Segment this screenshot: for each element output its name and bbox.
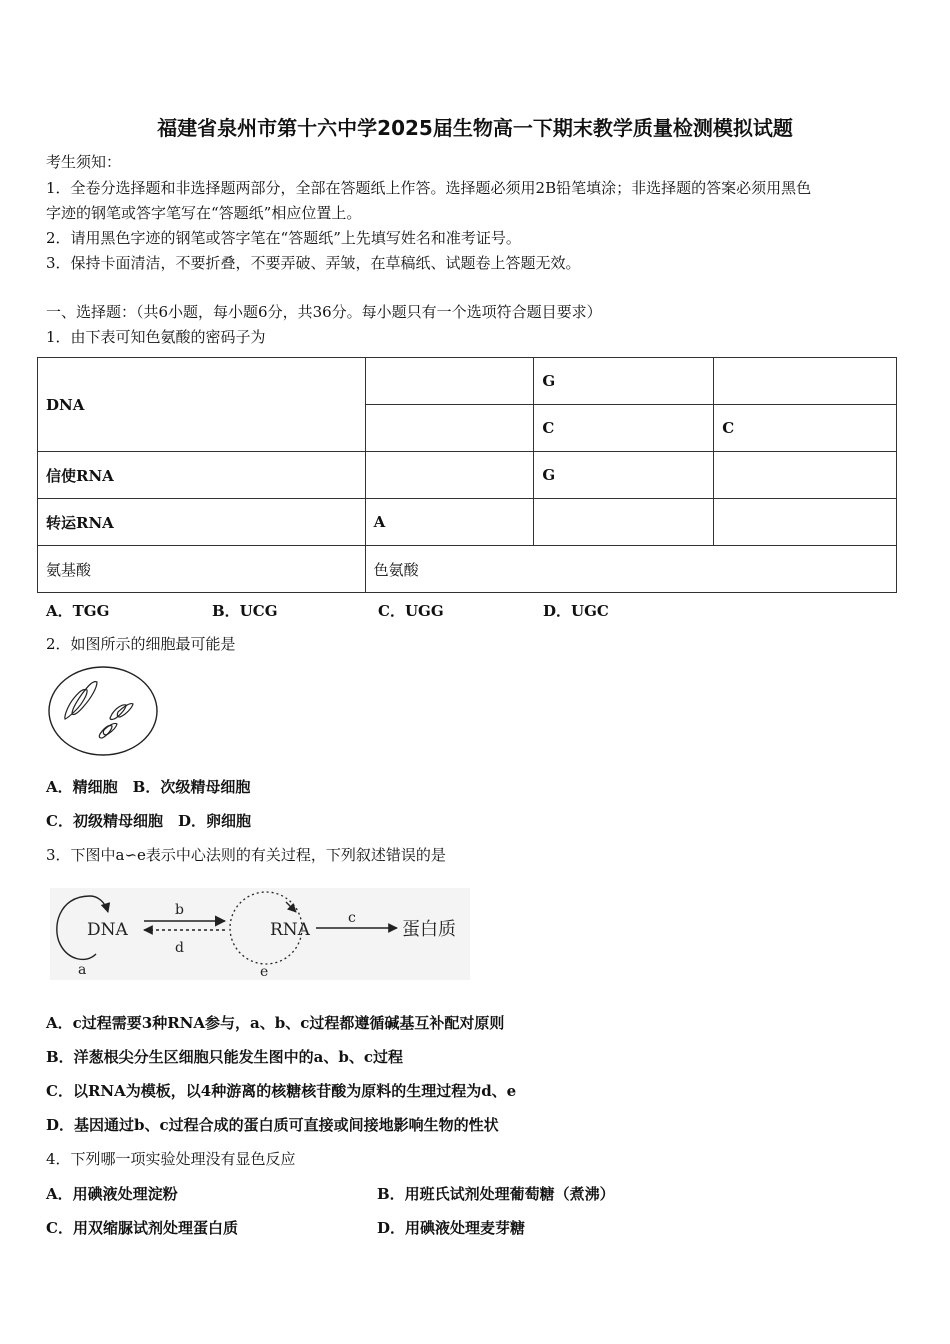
dna-label: DNA <box>38 358 366 452</box>
notice-heading: 考生须知： <box>46 153 122 171</box>
q3-option-c[interactable]: C．以RNA为模板，以4种游离的核糖核苷酸为原料的生理过程为d、e <box>46 1082 517 1100</box>
notice-item-1-line-2: 字迹的钢笔或答字笔写在“答题纸”相应位置上。 <box>46 204 362 222</box>
label-c: c <box>348 910 356 926</box>
notice-item-1-line-1: 1．全卷分选择题和非选择题两部分，全部在答题纸上作答。选择题必须用2B铅笔填涂；非选择题的答案必须用黑色 <box>46 179 812 197</box>
amino-acid-value: 色氨酸 <box>365 546 896 593</box>
mrna-c2 <box>365 452 534 499</box>
cell-membrane <box>49 667 157 755</box>
chromosome-small-top <box>110 704 133 720</box>
dna-r2-c2 <box>365 405 534 452</box>
q2-options-line-1[interactable]: A．精细胞 B．次级精母细胞 <box>46 778 251 796</box>
section-heading: 一、选择题：（共6小题，每小题6分，共36分。每小题只有一个选项符合题目要求） <box>46 303 602 321</box>
mrna-c3: G <box>534 452 714 499</box>
question-3-stem: 3．下图中a∽e表示中心法则的有关过程，下列叙述错误的是 <box>46 846 446 864</box>
notice-item-2: 2．请用黑色字迹的钢笔或答字笔在“答题纸”上先填写姓名和准考证号。 <box>46 229 521 247</box>
trna-c3 <box>534 499 714 546</box>
trna-c4 <box>714 499 897 546</box>
label-protein: 蛋白质 <box>402 919 456 940</box>
trna-c2: A <box>365 499 534 546</box>
q4-option-b[interactable]: B．用班氏试剂处理葡萄糖（煮沸） <box>377 1185 615 1203</box>
codon-table <box>37 357 897 593</box>
dna-r1-c4 <box>714 358 897 405</box>
dna-r1-c2 <box>365 358 534 405</box>
question-2-stem: 2．如图所示的细胞最可能是 <box>46 635 236 653</box>
q1-option-d[interactable]: D．UGC <box>543 602 609 620</box>
notice-item-3: 3．保持卡面清洁，不要折叠，不要弄破、弄皱，在草稿纸、试题卷上答题无效。 <box>46 254 581 272</box>
q2-options-line-2[interactable]: C．初级精母细胞 D．卵细胞 <box>46 812 251 830</box>
dna-r1-c3: G <box>534 358 714 405</box>
amino-acid-label: 氨基酸 <box>38 546 366 593</box>
q3-option-a[interactable]: A．c过程需要3种RNA参与，a、b、c过程都遵循碱基互补配对原则 <box>46 1014 505 1032</box>
label-a: a <box>78 962 87 978</box>
chromosome-small-bottom <box>99 723 117 738</box>
q4-option-c[interactable]: C．用双缩脲试剂处理蛋白质 <box>46 1219 238 1237</box>
q4-option-d[interactable]: D．用碘液处理麦芽糖 <box>377 1219 526 1237</box>
dna-r2-c3: C <box>534 405 714 452</box>
q1-option-b[interactable]: B．UCG <box>212 602 278 620</box>
mrna-label: 信使RNA <box>38 452 366 499</box>
q3-option-d[interactable]: D．基因通过b、c过程合成的蛋白质可直接或间接地影响生物的性状 <box>46 1116 499 1134</box>
central-dogma-diagram <box>50 888 470 980</box>
dna-r2-c4: C <box>714 405 897 452</box>
question-1-stem: 1．由下表可知色氨酸的密码子为 <box>46 328 266 346</box>
mrna-c4 <box>714 452 897 499</box>
label-rna: RNA <box>270 920 310 940</box>
chromosome-large <box>65 682 97 719</box>
label-e: e <box>260 964 269 980</box>
label-dna: DNA <box>87 920 128 940</box>
label-b: b <box>175 902 184 918</box>
q1-option-c[interactable]: C．UGG <box>378 602 444 620</box>
q1-option-a[interactable]: A．TGG <box>46 602 110 620</box>
cell-diagram <box>46 664 160 758</box>
question-4-stem: 4．下列哪一项实验处理没有显色反应 <box>46 1150 296 1168</box>
exam-title: 福建省泉州市第十六中学2025届生物高一下期末教学质量检测模拟试题 <box>157 116 793 140</box>
trna-label: 转运RNA <box>38 499 366 546</box>
label-d: d <box>175 940 184 956</box>
q3-option-b[interactable]: B．洋葱根尖分生区细胞只能发生图中的a、b、c过程 <box>46 1048 404 1066</box>
q4-option-a[interactable]: A．用碘液处理淀粉 <box>46 1185 178 1203</box>
